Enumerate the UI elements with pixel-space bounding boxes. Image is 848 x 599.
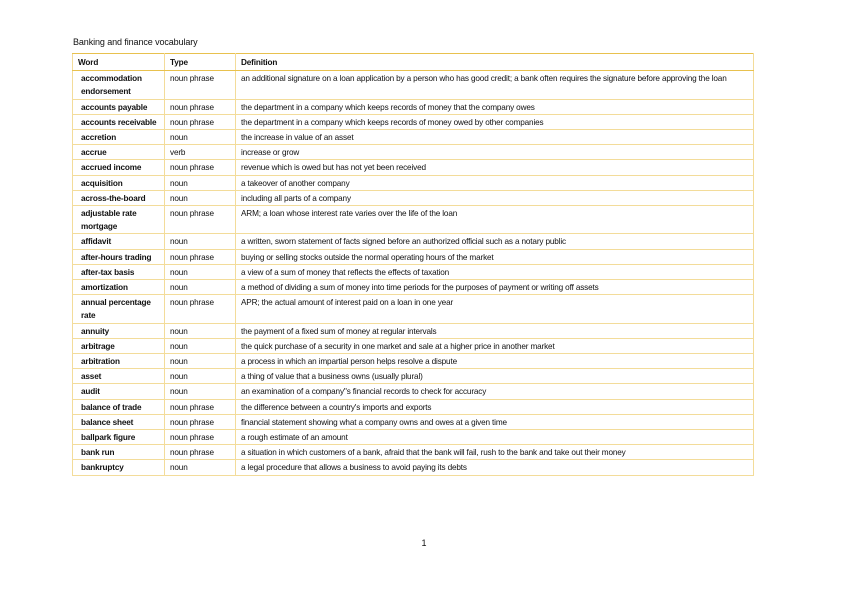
type-cell: noun	[165, 190, 236, 205]
type-cell: noun phrase	[165, 99, 236, 114]
table-row	[73, 264, 754, 279]
definition-cell: a view of a sum of money that reflects the effects of taxation	[236, 264, 754, 279]
word-cell: annual percentage rate	[73, 295, 165, 323]
table-row	[73, 249, 754, 264]
word-cell: audit	[73, 384, 165, 399]
word-cell: affidavit	[73, 234, 165, 249]
type-cell: noun phrase	[165, 414, 236, 429]
type-cell: noun	[165, 175, 236, 190]
table-row	[73, 295, 754, 323]
column-header-definition: Definition	[236, 54, 754, 71]
word-cell: accounts payable	[73, 99, 165, 114]
type-cell: noun	[165, 369, 236, 384]
word-cell: annuity	[73, 323, 165, 338]
word-cell: across-the-board	[73, 190, 165, 205]
word-cell: accrue	[73, 145, 165, 160]
type-cell: verb	[165, 145, 236, 160]
definition-cell: including all parts of a company	[236, 190, 754, 205]
word-cell: accounts receivable	[73, 114, 165, 129]
definition-cell: a takeover of another company	[236, 175, 754, 190]
word-cell: balance of trade	[73, 399, 165, 414]
definition-cell: the payment of a fixed sum of money at regular intervals	[236, 323, 754, 338]
column-header-word: Word	[73, 54, 165, 71]
table-row	[73, 71, 754, 99]
table-row	[73, 99, 754, 114]
word-cell: adjustable rate mortgage	[73, 206, 165, 234]
table-header	[73, 54, 754, 71]
type-cell: noun	[165, 130, 236, 145]
table-row	[73, 190, 754, 205]
vocabulary-table	[72, 53, 754, 476]
word-cell: balance sheet	[73, 414, 165, 429]
word-cell: arbitration	[73, 354, 165, 369]
type-cell: noun phrase	[165, 71, 236, 99]
type-cell: noun phrase	[165, 295, 236, 323]
table-row	[73, 323, 754, 338]
word-cell: after-hours trading	[73, 249, 165, 264]
type-cell: noun	[165, 338, 236, 353]
header-row	[73, 54, 754, 71]
word-cell: after-tax basis	[73, 264, 165, 279]
type-cell: noun	[165, 460, 236, 475]
definition-cell: a method of dividing a sum of money into time periods for the purposes of payment or writing off assets	[236, 280, 754, 295]
definition-cell: a legal procedure that allows a business to avoid paying its debts	[236, 460, 754, 475]
type-cell: noun	[165, 354, 236, 369]
definition-cell: a thing of value that a business owns (usually plural)	[236, 369, 754, 384]
type-cell: noun phrase	[165, 445, 236, 460]
type-cell: noun	[165, 280, 236, 295]
table-row	[73, 399, 754, 414]
type-cell: noun	[165, 234, 236, 249]
page-number: 1	[421, 538, 427, 548]
definition-cell: a situation in which customers of a bank, afraid that the bank will fail, rush to the bank and take out their money	[236, 445, 754, 460]
definition-cell: a written, sworn statement of facts signed before an authorized official such as a notary public	[236, 234, 754, 249]
word-cell: asset	[73, 369, 165, 384]
word-cell: bank run	[73, 445, 165, 460]
table-row	[73, 280, 754, 295]
type-cell: noun	[165, 264, 236, 279]
table-row	[73, 338, 754, 353]
type-cell: noun phrase	[165, 430, 236, 445]
definition-cell: buying or selling stocks outside the normal operating hours of the market	[236, 249, 754, 264]
definition-cell: an examination of a company''s financial records to check for accuracy	[236, 384, 754, 399]
type-cell: noun phrase	[165, 206, 236, 234]
definition-cell: the quick purchase of a security in one market and sale at a higher price in another market	[236, 338, 754, 353]
table-row	[73, 369, 754, 384]
word-cell: accretion	[73, 130, 165, 145]
word-cell: bankruptcy	[73, 460, 165, 475]
type-cell: noun phrase	[165, 249, 236, 264]
word-cell: arbitrage	[73, 338, 165, 353]
definition-cell: the difference between a country's imports and exports	[236, 399, 754, 414]
definition-cell: APR; the actual amount of interest paid on a loan in one year	[236, 295, 754, 323]
table-body	[73, 71, 754, 475]
table-row	[73, 430, 754, 445]
definition-cell: the increase in value of an asset	[236, 130, 754, 145]
definition-cell: an additional signature on a loan application by a person who has good credit; a bank often requires the signature before approving the loan	[236, 71, 754, 99]
word-cell: accommodation endorsement	[73, 71, 165, 99]
table-row	[73, 354, 754, 369]
definition-cell: financial statement showing what a company owns and owes at a given time	[236, 414, 754, 429]
definition-cell: increase or grow	[236, 145, 754, 160]
word-cell: amortization	[73, 280, 165, 295]
table-row	[73, 145, 754, 160]
column-header-type: Type	[165, 54, 236, 71]
type-cell: noun phrase	[165, 114, 236, 129]
table-row	[73, 160, 754, 175]
table-row	[73, 384, 754, 399]
type-cell: noun phrase	[165, 399, 236, 414]
table-row	[73, 414, 754, 429]
definition-cell: revenue which is owed but has not yet been received	[236, 160, 754, 175]
table-row	[73, 234, 754, 249]
definition-cell: a rough estimate of an amount	[236, 430, 754, 445]
word-cell: accrued income	[73, 160, 165, 175]
word-cell: acquisition	[73, 175, 165, 190]
document-title: Banking and finance vocabulary	[73, 37, 198, 47]
definition-cell: the department in a company which keeps records of money that the company owes	[236, 99, 754, 114]
table-row	[73, 130, 754, 145]
table-row	[73, 114, 754, 129]
table-row	[73, 206, 754, 234]
table-row	[73, 460, 754, 475]
type-cell: noun	[165, 323, 236, 338]
type-cell: noun phrase	[165, 160, 236, 175]
word-cell: ballpark figure	[73, 430, 165, 445]
table-row	[73, 175, 754, 190]
definition-cell: the department in a company which keeps records of money owed by other companies	[236, 114, 754, 129]
definition-cell: a process in which an impartial person helps resolve a dispute	[236, 354, 754, 369]
definition-cell: ARM; a loan whose interest rate varies over the life of the loan	[236, 206, 754, 234]
type-cell: noun	[165, 384, 236, 399]
table-row	[73, 445, 754, 460]
